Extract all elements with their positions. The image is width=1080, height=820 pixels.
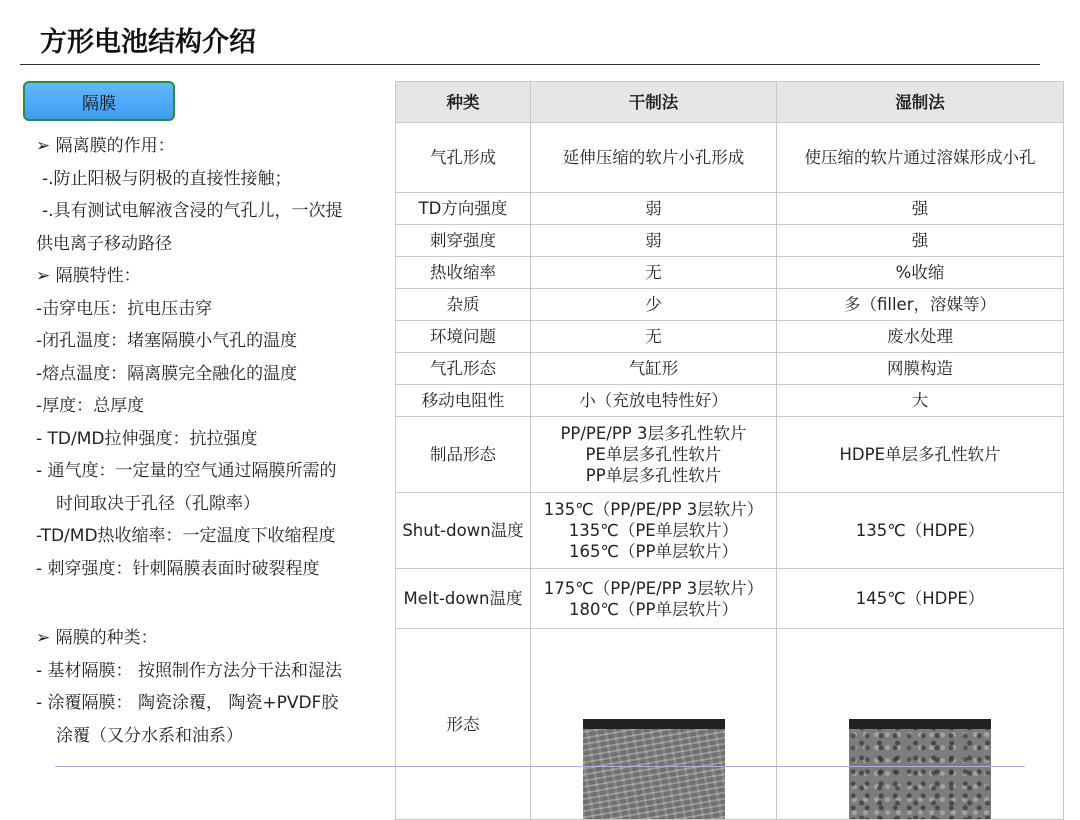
cell-line: 小（充放电特性好） [579, 391, 728, 410]
note-line: -厚度：总厚度 [36, 396, 145, 416]
cell-dry [531, 417, 777, 493]
header-type: 种类 [396, 82, 531, 123]
cell-type: 形态 [396, 629, 531, 820]
cell-line: 无 [645, 327, 662, 346]
cell-line: 强 [911, 199, 929, 218]
cell-line: 180℃（PP单层软片） [569, 599, 738, 619]
cell-type: 杂质 [396, 289, 531, 321]
header-wet: 湿制法 [777, 82, 1064, 123]
comparison-table [395, 81, 1064, 820]
table-row [396, 569, 1064, 629]
cell-line: PE单层多孔性软片 [585, 445, 722, 464]
sem-scale-bar [583, 719, 725, 729]
note-line: -熔点温度：隔离膜完全融化的温度 [36, 363, 298, 384]
cell-type: TD方向强度 [396, 193, 531, 225]
table-row [396, 289, 1064, 321]
cell-line: 气缸形 [628, 359, 679, 378]
separator-badge: 隔膜 [23, 81, 175, 121]
cell-line: 少 [645, 295, 662, 314]
cell-line: HDPE单层多孔性软片 [839, 445, 1001, 464]
note-line: - TD/MD拉伸强度：抗拉强度 [36, 428, 258, 449]
cell-line: 145℃（HDPE） [855, 589, 985, 608]
table-row [396, 193, 1064, 225]
header-dry: 干制法 [531, 82, 777, 123]
cell-line: 延伸压缩的软片小孔形成 [562, 148, 745, 167]
cell-line: %收缩 [895, 263, 945, 282]
cell-dry [531, 629, 777, 820]
cell-line: 大 [911, 391, 929, 410]
cell-line: PP单层多孔性软片 [585, 466, 722, 485]
note-line: -.防止阳极与阴极的直接性接触； [42, 168, 292, 189]
cell-wet [777, 385, 1064, 417]
cell-line: 弱 [645, 199, 662, 218]
cell-dry [531, 225, 777, 257]
note-line: - 通气度：一定量的空气通过隔膜所需的 [36, 461, 337, 481]
cell-line: 废水处理 [887, 327, 953, 346]
cell-line: 强 [911, 231, 929, 250]
cell-line: 弱 [645, 231, 662, 250]
cell-dry [531, 193, 777, 225]
table-row [396, 493, 1064, 569]
cell-dry [531, 353, 777, 385]
note-line: ➢ 隔膜的种类： [36, 628, 158, 648]
cell-wet [777, 321, 1064, 353]
cell-wet [777, 289, 1064, 321]
cell-type: 环境问题 [396, 321, 531, 353]
cell-dry [531, 123, 777, 193]
title-divider [20, 64, 1040, 65]
cell-wet [777, 629, 1064, 820]
table-row [396, 417, 1064, 493]
note-line: ➢ 隔膜特性： [36, 266, 141, 286]
cell-dry [531, 321, 777, 353]
cell-dry [531, 257, 777, 289]
cell-line: 无 [645, 263, 662, 282]
table-row [396, 225, 1064, 257]
cell-wet [777, 493, 1064, 569]
footer-divider [55, 766, 1025, 767]
cell-line: 175℃（PP/PE/PP 3层软片） [543, 578, 764, 598]
cell-wet [777, 417, 1064, 493]
cell-wet [777, 225, 1064, 257]
cell-type: 移动电阻性 [396, 385, 531, 417]
note-line: -击穿电压：抗电压击穿 [36, 298, 213, 319]
cell-type: 气孔形态 [396, 353, 531, 385]
cell-wet [777, 569, 1064, 629]
cell-line: 135℃（HDPE） [855, 521, 985, 540]
page-title: 方形电池结构介绍 [40, 27, 256, 58]
notes-gap [36, 585, 381, 622]
note-line: ➢ 隔离膜的作用： [36, 136, 175, 156]
cell-line: 135℃（PP/PE/PP 3层软片） [543, 500, 764, 519]
cell-wet [777, 257, 1064, 289]
note-line: -闭孔温度：堵塞隔膜小气孔的温度 [36, 331, 298, 351]
cell-line: 使压缩的软片通过溶媒形成小孔 [804, 148, 1036, 167]
cell-type: 刺穿强度 [396, 225, 531, 257]
note-line: 涂覆（又分水系和油系） [56, 725, 243, 746]
cell-dry [531, 385, 777, 417]
table-row [396, 257, 1064, 289]
cell-line: 165℃（PP单层软片） [569, 542, 738, 561]
table-row [396, 353, 1064, 385]
cell-type: Shut-down温度 [396, 493, 531, 569]
table-header-row [396, 82, 1064, 123]
table-row [396, 123, 1064, 193]
note-line: 时间取决于孔径（孔隙率） [56, 493, 260, 514]
note-line: -TD/MD热收缩率：一定温度下收缩程度 [36, 526, 336, 546]
cell-line: 网膜构造 [887, 359, 953, 378]
table-row [396, 385, 1064, 417]
sem-image-dry [583, 719, 725, 819]
sem-scale-bar [849, 719, 991, 729]
cell-type: Melt-down温度 [396, 569, 531, 629]
cell-type: 热收缩率 [396, 257, 531, 289]
cell-line: 135℃（PE单层软片） [568, 521, 739, 540]
cell-line: 多（filler，溶媒等） [844, 295, 996, 314]
cell-wet [777, 123, 1064, 193]
table-row [396, 321, 1064, 353]
note-line: - 基材隔膜： 按照制作方法分干法和湿法 [36, 660, 342, 681]
note-line: - 刺穿强度：针刺隔膜表面时破裂程度 [36, 558, 320, 579]
cell-wet [777, 353, 1064, 385]
notes-panel [36, 130, 381, 752]
cell-dry [531, 569, 777, 629]
sem-image-wet [849, 719, 991, 819]
cell-dry [531, 289, 777, 321]
note-line: - 涂覆隔膜： 陶瓷涂覆， 陶瓷+PVDF胶 [36, 693, 339, 713]
cell-type: 制品形态 [396, 417, 531, 493]
cell-dry [531, 493, 777, 569]
cell-wet [777, 193, 1064, 225]
table-row [396, 629, 1064, 820]
note-line: 供电离子移动路径 [36, 233, 172, 254]
note-line: -.具有测试电解液含浸的气孔儿，一次提 [42, 201, 343, 221]
cell-line: PP/PE/PP 3层多孔性软片 [560, 424, 747, 443]
cell-type: 气孔形成 [396, 123, 531, 193]
